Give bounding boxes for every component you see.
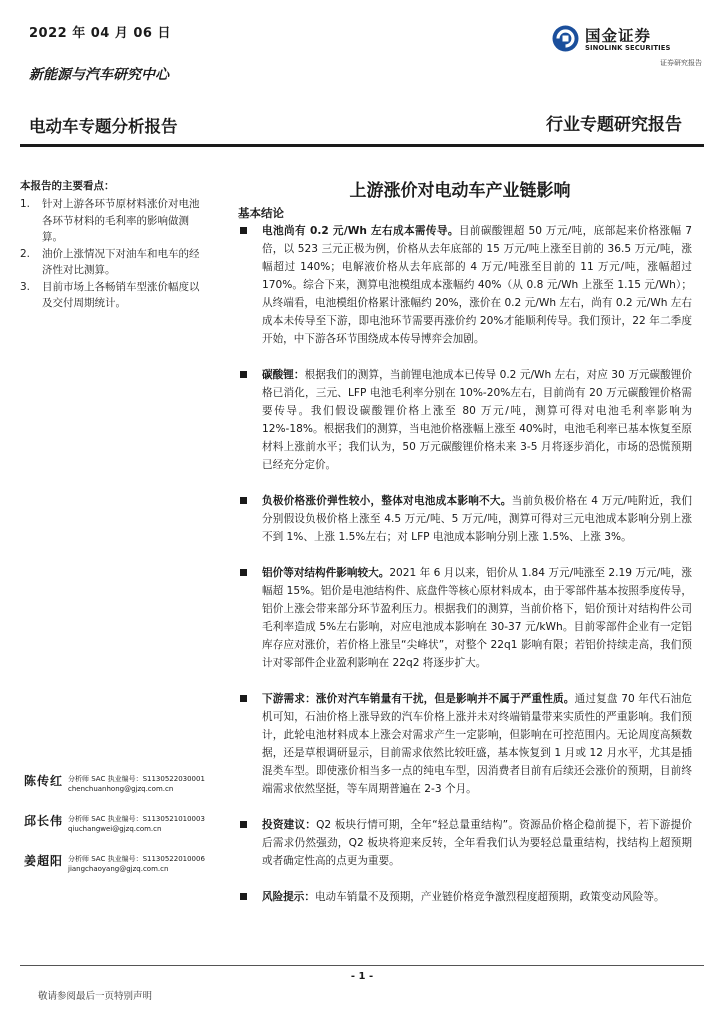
- analyst-entry: [20, 852, 230, 892]
- report-type: 电动车专题分析报告: [29, 117, 178, 136]
- conclusion-lead: 下游需求：涨价对汽车销量有干扰，但是影响并不属于严重性质。: [262, 693, 575, 705]
- analyst-certification: 分析师 SAC 执业编号：S1130522010006: [68, 855, 205, 863]
- square-bullet-icon: [238, 222, 262, 348]
- analyst-certification: 分析师 SAC 执业编号：S1130521010003: [68, 815, 205, 823]
- sidebar-item-text: 针对上游各环节原材料涨价对电池各环节材料的毛利率的影响做测算。: [42, 198, 200, 243]
- conclusion-text: [262, 222, 692, 348]
- conclusion-lead: 铝价等对结构件影响较大。: [262, 567, 390, 579]
- conclusion-lead: 投资建议：: [262, 819, 317, 831]
- conclusion-body: 目前碳酸锂超 50 万元/吨，底部起来价格涨幅 7 倍，以 523 三元正极为例，价格从去年底部的 15 万元/吨上涨至目前的 36.5 万元/吨，涨幅超过 140%；电解液价格从去年底部的 4 万元/吨涨至目前的 11 万元/吨，涨幅超过 170%。综合下来，测算电池模组成本涨幅约 40%（从 0.8 元/Wh 上涨至 1.15 元/Wh）；从终端看，电池模组价格累计涨幅约 20%，涨价在 0.2 元/Wh 左右，尚有 0.2 元/Wh 左右成本未传导至下游，即电池环节需要再涨价约 20%才能顺利传导。我们预计，22 年二季度开始，中下游各环节围绕成本传导博弈会加剧。: [262, 225, 693, 345]
- analyst-list: [20, 772, 230, 892]
- page-number: - 1 -: [350, 971, 374, 982]
- industry-report-type: 行业专题研究报告: [546, 115, 682, 135]
- analyst-name: 陈传红: [24, 774, 64, 788]
- conclusion-text: [262, 690, 692, 798]
- key-points-sidebar: [20, 178, 206, 312]
- analyst-entry: [20, 772, 230, 812]
- analyst-email[interactable]: chenchuanhong@gjzq.com.cn: [68, 785, 174, 793]
- logo-subtitle: 证券研究报告: [660, 59, 702, 67]
- conclusion-item: [238, 222, 692, 348]
- conclusion-item: [238, 564, 692, 672]
- sidebar-title: 本报告的主要看点：: [20, 180, 115, 192]
- conclusion-item: [238, 366, 692, 474]
- conclusion-lead: 负极价格涨价弹性较小，整体对电池成本影响不大。: [262, 495, 512, 507]
- sidebar-item: [20, 246, 206, 279]
- conclusion-lead: 碳酸锂：: [262, 369, 305, 381]
- sidebar-item-number: 2.: [20, 247, 31, 260]
- sidebar-item: [20, 279, 206, 312]
- analyst-email[interactable]: jiangchaoyang@gjzq.com.cn: [68, 865, 169, 873]
- report-title: 上游涨价对电动车产业链影响: [349, 181, 571, 201]
- department-name: 新能源与汽车研究中心: [29, 67, 169, 83]
- footer-divider: [20, 965, 704, 966]
- report-date: 2022 年 04 月 06 日: [29, 26, 171, 41]
- logo-text-cn: 国金证券: [585, 27, 652, 45]
- analyst-certification: 分析师 SAC 执业编号：S1130522030001: [68, 775, 205, 783]
- sidebar-item: [20, 196, 206, 246]
- conclusion-text: [262, 888, 692, 906]
- conclusion-text: [262, 366, 692, 474]
- conclusions-list: [238, 222, 692, 924]
- conclusion-body: Q2 板块行情可期，全年“轻总量重结构”。资源品价格企稳前提下，若下游提价后需求仍然强劲，Q2 板块将迎来反转，全年看我们认为要轻总量重结构，找结构上超预期或者确定性高的点更为重要。: [262, 819, 693, 867]
- conclusion-body: 当前负极价格在 4 万元/吨附近，我们分别假设负极价格上涨至 4.5 万元/吨、5 万元/吨，测算可得对三元电池成本影响分别上涨不到 1%、上涨 1.5%左右；对 LFP 电池成本影响分别上涨 1.5%、上涨 3%。: [262, 495, 693, 543]
- conclusion-text: [262, 816, 692, 870]
- conclusion-text: [262, 492, 692, 546]
- conclusion-item: [238, 690, 692, 798]
- square-bullet-icon: [238, 816, 262, 870]
- analyst-name: 姜超阳: [24, 854, 64, 868]
- conclusion-item: [238, 816, 692, 870]
- section-heading: 基本结论: [238, 206, 284, 220]
- square-bullet-icon: [238, 888, 262, 906]
- footer-disclaimer: 敬请参阅最后一页特别声明: [38, 991, 153, 1002]
- conclusion-body: 2021 年 6 月以来，铝价从 1.84 万元/吨涨至 2.19 万元/吨，涨幅超 15%。铝价是电池结构件、底盘件等核心原材料成本，由于零部件基本按照季度传导，铝价上涨会带来部分环节盈利压力。根据我们的测算，当前价格下，铝价预计对结构件公司毛利率造成 5%左右影响，对应电池成本影响在 30-37 元/kWh。目前零部件企业有一定铝库存应对涨价，若价格上涨呈“尖峰状”，对整个 22q1 影响有限；若铝价持续走高，我们预计对零部件企业盈利影响在 22q2 将逐步扩大。: [262, 567, 692, 669]
- conclusion-lead: 电池尚有 0.2 元/Wh 左右成本需传导。: [262, 225, 459, 237]
- conclusion-body: 通过复盘 70 年代石油危机可知，石油价格上涨导致的汽车价格上涨并未对终端销量带来实质性的严重影响。我们预计，此轮电池材料成本上涨会对需求产生一定影响，但影响在可控范围内。无论周度高频数据，还是草根调研显示，目前需求依然比较旺盛，基本恢复到 1 月或 12 月水平，尤其是插混类车型。即使涨价相当多一点的纯电车型，因消费者目前有后续还会涨价的预期，目前终端需求依然坚挺，等车周期普遍在 2-3 个月。: [262, 693, 693, 795]
- conclusion-lead: 风险提示：: [262, 891, 315, 903]
- analyst-name: 邱长伟: [24, 814, 64, 828]
- square-bullet-icon: [238, 492, 262, 546]
- sidebar-item-number: 1.: [20, 198, 31, 210]
- conclusion-body: 根据我们的测算，当前锂电池成本已传导 0.2 元/Wh 左右，对应 30 万元碳酸锂价格已消化，三元、LFP 电池毛利率分别在 10%-20%左右，目前尚有 20 万元碳酸锂价格需要传导。我们假设碳酸锂价格上涨至 80 万元/吨，测算可得对电池毛利率影响为 12%-18%。根据我们的测算，当电池价格涨幅上涨至 40%时，电池毛利率已基本恢复至原材料上涨前水平；我们认为，50 万元碳酸锂价格未来 3-5 月将逐步消化，市场的恐慌预期已经充分定价。: [262, 369, 693, 471]
- sidebar-item-number: 3.: [20, 280, 31, 293]
- square-bullet-icon: [238, 564, 262, 672]
- conclusion-body: 电动车销量不及预期，产业链价格竞争激烈程度超预期，政策变动风险等。: [314, 891, 665, 903]
- conclusion-text: [262, 564, 692, 672]
- logo-text-en: SINOLINK SECURITIES: [585, 44, 671, 52]
- conclusion-item: [238, 492, 692, 546]
- square-bullet-icon: [238, 366, 262, 474]
- sidebar-item-text: 目前市场上各畅销车型涨价幅度以及交付周期统计。: [42, 280, 200, 309]
- sidebar-item-text: 油价上涨情况下对油车和电车的经济性对比测算。: [42, 247, 200, 276]
- conclusion-item: [238, 888, 692, 906]
- sinolink-logo-icon: [552, 25, 579, 52]
- square-bullet-icon: [238, 690, 262, 798]
- header-divider: [20, 144, 704, 147]
- analyst-email[interactable]: qiuchangwei@gjzq.com.cn: [68, 825, 162, 833]
- analyst-entry: [20, 812, 230, 852]
